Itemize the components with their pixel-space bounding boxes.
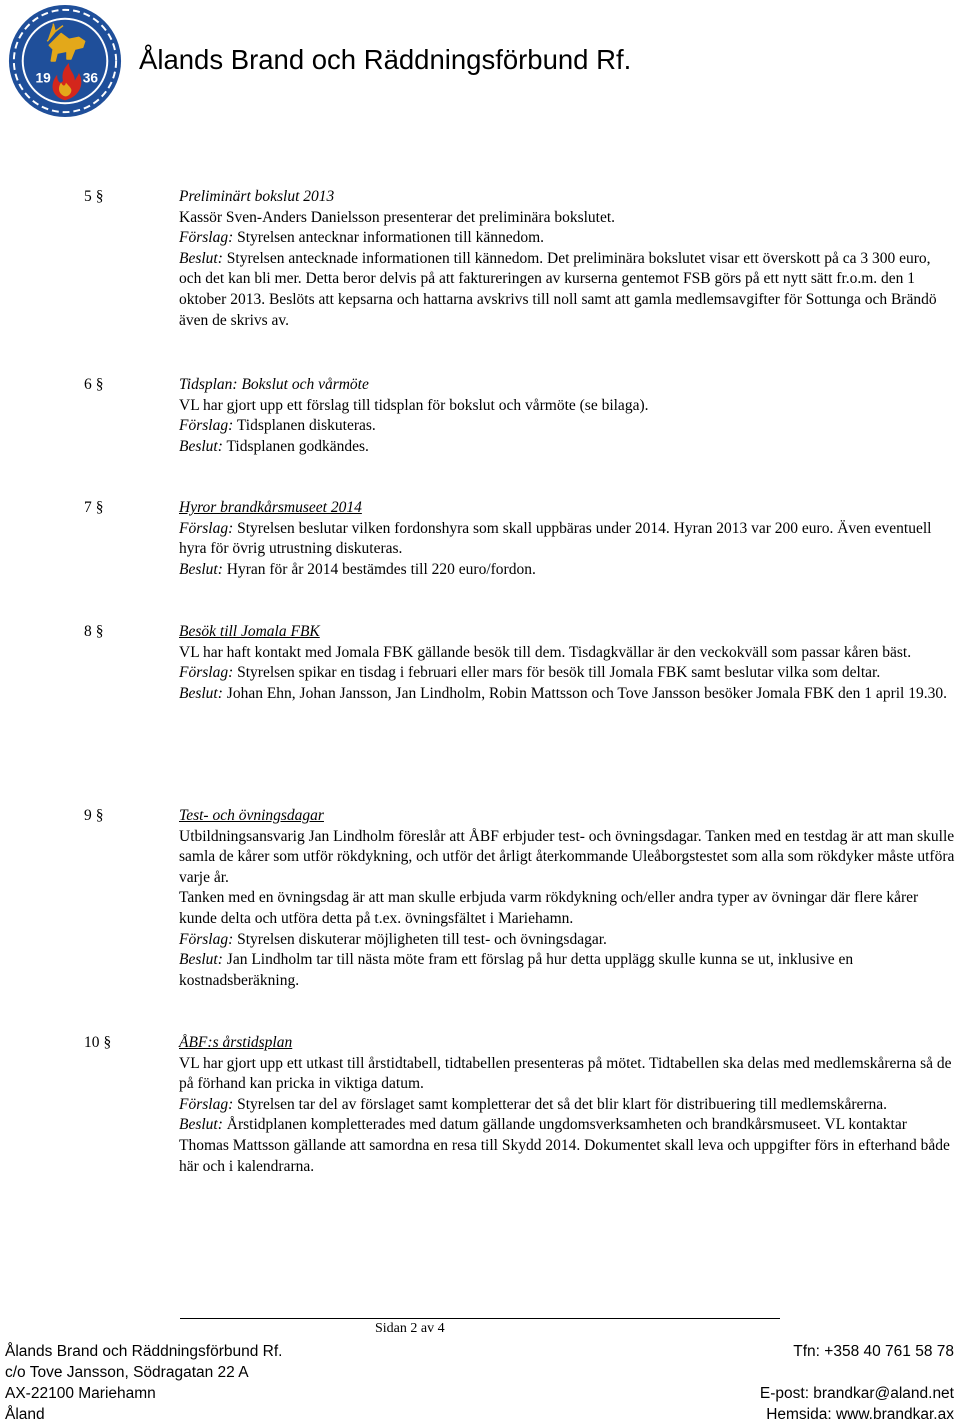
line-text: Styrelsen spikar en tisdag i februari eller mars för besök till Jomala FBK samt beslutar vilka som deltar.: [233, 664, 881, 682]
paragraph-sign: §: [95, 376, 104, 393]
line-text: Styrelsen antecknade informationen till kännedom. Det preliminära bokslutet visar ett överskott på ca 3 300 euro, och det kan bli mer. Detta beror delvis på att faktureringen av kurserna gentemot FSB görs på ett nytt sätt fr.o.m. den 1 oktober 2013. Beslöts att kepsarna och hattarna avskrivs till noll samt att gamla medlemsavgifter för Sottunga och Brändö även de skrivs av.: [179, 249, 937, 329]
section-line: [179, 663, 955, 684]
line-label: Förslag:: [179, 229, 234, 247]
section-line: [179, 930, 955, 951]
line-label: Beslut:: [179, 249, 223, 267]
section-number-value: 9: [84, 807, 92, 824]
section-line: [179, 519, 955, 560]
line-label: Förslag:: [179, 519, 234, 537]
line-label: Beslut:: [179, 684, 223, 702]
section-number-value: 7: [84, 499, 92, 516]
line-text: Styrelsen diskuterar möjligheten till test- och övningsdagar.: [233, 930, 607, 948]
section-number: [84, 806, 104, 827]
section-line: [179, 643, 955, 664]
footer-org: Ålands Brand och Räddningsförbund Rf.: [5, 1343, 283, 1360]
line-text: Jan Lindholm tar till nästa möte fram ett förslag på hur detta upplägg skulle kunna se ut, inklusive en kostnadsberäkning.: [179, 951, 854, 989]
footer-region: Åland: [5, 1406, 45, 1423]
section-line: [179, 1115, 955, 1177]
section-body: [179, 622, 955, 704]
line-label: Beslut:: [179, 1116, 223, 1134]
section-title: Preliminärt bokslut 2013: [179, 188, 335, 205]
line-text: Tanken med en övningsdag är att man skulle erbjuda varm rökdykning och/eller andra typer av övningar där flere kårer kunde delta och utföra detta på t.ex. övningsfältet i Mariehamn.: [179, 889, 919, 927]
line-text: Tidsplanen godkändes.: [222, 437, 369, 455]
federation-logo: [6, 2, 124, 120]
footer-city: AX-22100 Mariehamn: [5, 1385, 156, 1402]
line-label: Förslag:: [179, 1095, 234, 1113]
section-body: [179, 806, 955, 991]
section-number: [84, 375, 104, 396]
section-title: Hyror brandkårsmuseet 2014: [179, 499, 362, 516]
section-line: [179, 416, 955, 437]
line-text: Styrelsen antecknar informationen till kännedom.: [233, 229, 545, 247]
paragraph-sign: §: [95, 623, 104, 640]
section-body: [179, 375, 955, 457]
paragraph-sign: §: [95, 188, 104, 205]
section-title: Tidsplan: Bokslut och vårmöte: [179, 376, 369, 393]
section-body: [179, 187, 955, 331]
section-body: [179, 1033, 955, 1177]
line-text: Styrelsen tar del av förslaget samt kompletterar det så det blir klart för distribuering till medlemskårerna.: [233, 1095, 888, 1113]
line-text: VL har gjort upp ett förslag till tidsplan för bokslut och vårmöte (se bilaga).: [179, 396, 649, 414]
organization-title: Ålands Brand och Räddningsförbund Rf.: [139, 44, 632, 75]
section-number-value: 8: [84, 623, 92, 640]
section-line: [179, 888, 955, 929]
section-line: [179, 228, 955, 249]
footer-phone: Tfn: +358 40 761 58 78: [793, 1343, 954, 1360]
line-label: Beslut:: [179, 560, 223, 578]
section-number-value: 6: [84, 376, 92, 393]
logo-year-left: 19: [35, 70, 51, 86]
footer-website: Hemsida: www.brandkar.ax: [766, 1406, 954, 1423]
line-text: Årstidplanen kompletterades med datum gällande ungdomsverksamheten och brandkårsmuseet. VL kontaktar Thomas Mattsson gällande att samordna en resa till Skydd 2014. Dokumentet skall leva och uppgifter förs in efterhand både här och i kalendrarna.: [179, 1116, 950, 1175]
page-number: Sidan 2 av 4: [375, 1321, 445, 1336]
page-header: [0, 0, 960, 110]
section-line: [179, 1095, 955, 1116]
section-line: [179, 560, 955, 581]
section-number: [84, 187, 104, 208]
footer-co: c/o Tove Jansson, Södragatan 22 A: [5, 1364, 249, 1381]
section-number-value: 10: [84, 1034, 100, 1051]
section-title: Besök till Jomala FBK: [179, 623, 320, 640]
line-text: VL har gjort upp ett utkast till årstidtabell, tidtabellen presenteras på mötet. Tidtabellen ska delas med medlemskårerna så de på förhand kan pricka in viktiga datum.: [179, 1054, 952, 1093]
line-text: Johan Ehn, Johan Jansson, Jan Lindholm, Robin Mattsson och Tove Jansson besöker Jomala FBK den 1 april 19.30.: [222, 684, 947, 702]
line-label: Förslag:: [179, 930, 234, 948]
paragraph-sign: §: [95, 807, 104, 824]
section-body: [179, 498, 955, 580]
section-title: ÅBF:s årstidsplan: [179, 1034, 293, 1051]
section-line: [179, 1054, 955, 1095]
page-footer: [0, 1318, 960, 1422]
section-line: [179, 396, 955, 417]
section-number: [84, 1033, 111, 1054]
section-number-value: 5: [84, 188, 92, 205]
section-title: Test- och övningsdagar: [179, 807, 324, 824]
line-text: Utbildningsansvarig Jan Lindholm föreslår att ÅBF erbjuder test- och övningsdagar. Tanken med en testdag är att man skulle samla de kårer som utför rökdykning, och utför det årligt återkommande Uleåborgstestet som alla som rökdyker måste utföra varje år.: [179, 827, 955, 886]
line-text: Styrelsen beslutar vilken fordonshyra som skall uppbäras under 2014. Hyran 2013 var 200 euro. Även eventuell hyra för övrig utrustning diskuteras.: [179, 519, 932, 558]
section-line: [179, 249, 955, 331]
section-number: [84, 498, 104, 519]
section-line: [179, 827, 955, 889]
section-line: [179, 950, 955, 991]
line-text: Hyran för år 2014 bestämdes till 220 euro/fordon.: [222, 560, 536, 578]
logo-year-right: 36: [82, 70, 98, 86]
line-label: Beslut:: [179, 437, 223, 455]
line-label: Förslag:: [179, 664, 234, 682]
footer-divider: [180, 1318, 780, 1319]
line-text: Tidsplanen diskuteras.: [233, 417, 376, 435]
section-line: [179, 208, 955, 229]
section-line: [179, 437, 955, 458]
paragraph-sign: §: [103, 1034, 112, 1051]
section-number: [84, 622, 104, 643]
line-text: Kassör Sven-Anders Danielsson presenterar det preliminära bokslutet.: [179, 208, 616, 226]
line-label: Förslag:: [179, 417, 234, 435]
footer-email: E-post: brandkar@aland.net: [759, 1385, 954, 1402]
line-label: Beslut:: [179, 951, 223, 969]
section-line: [179, 684, 955, 705]
paragraph-sign: §: [95, 499, 104, 516]
line-text: VL har haft kontakt med Jomala FBK gällande besök till dem. Tisdagkvällar är den veckokväll som passar kåren bäst.: [179, 643, 912, 661]
